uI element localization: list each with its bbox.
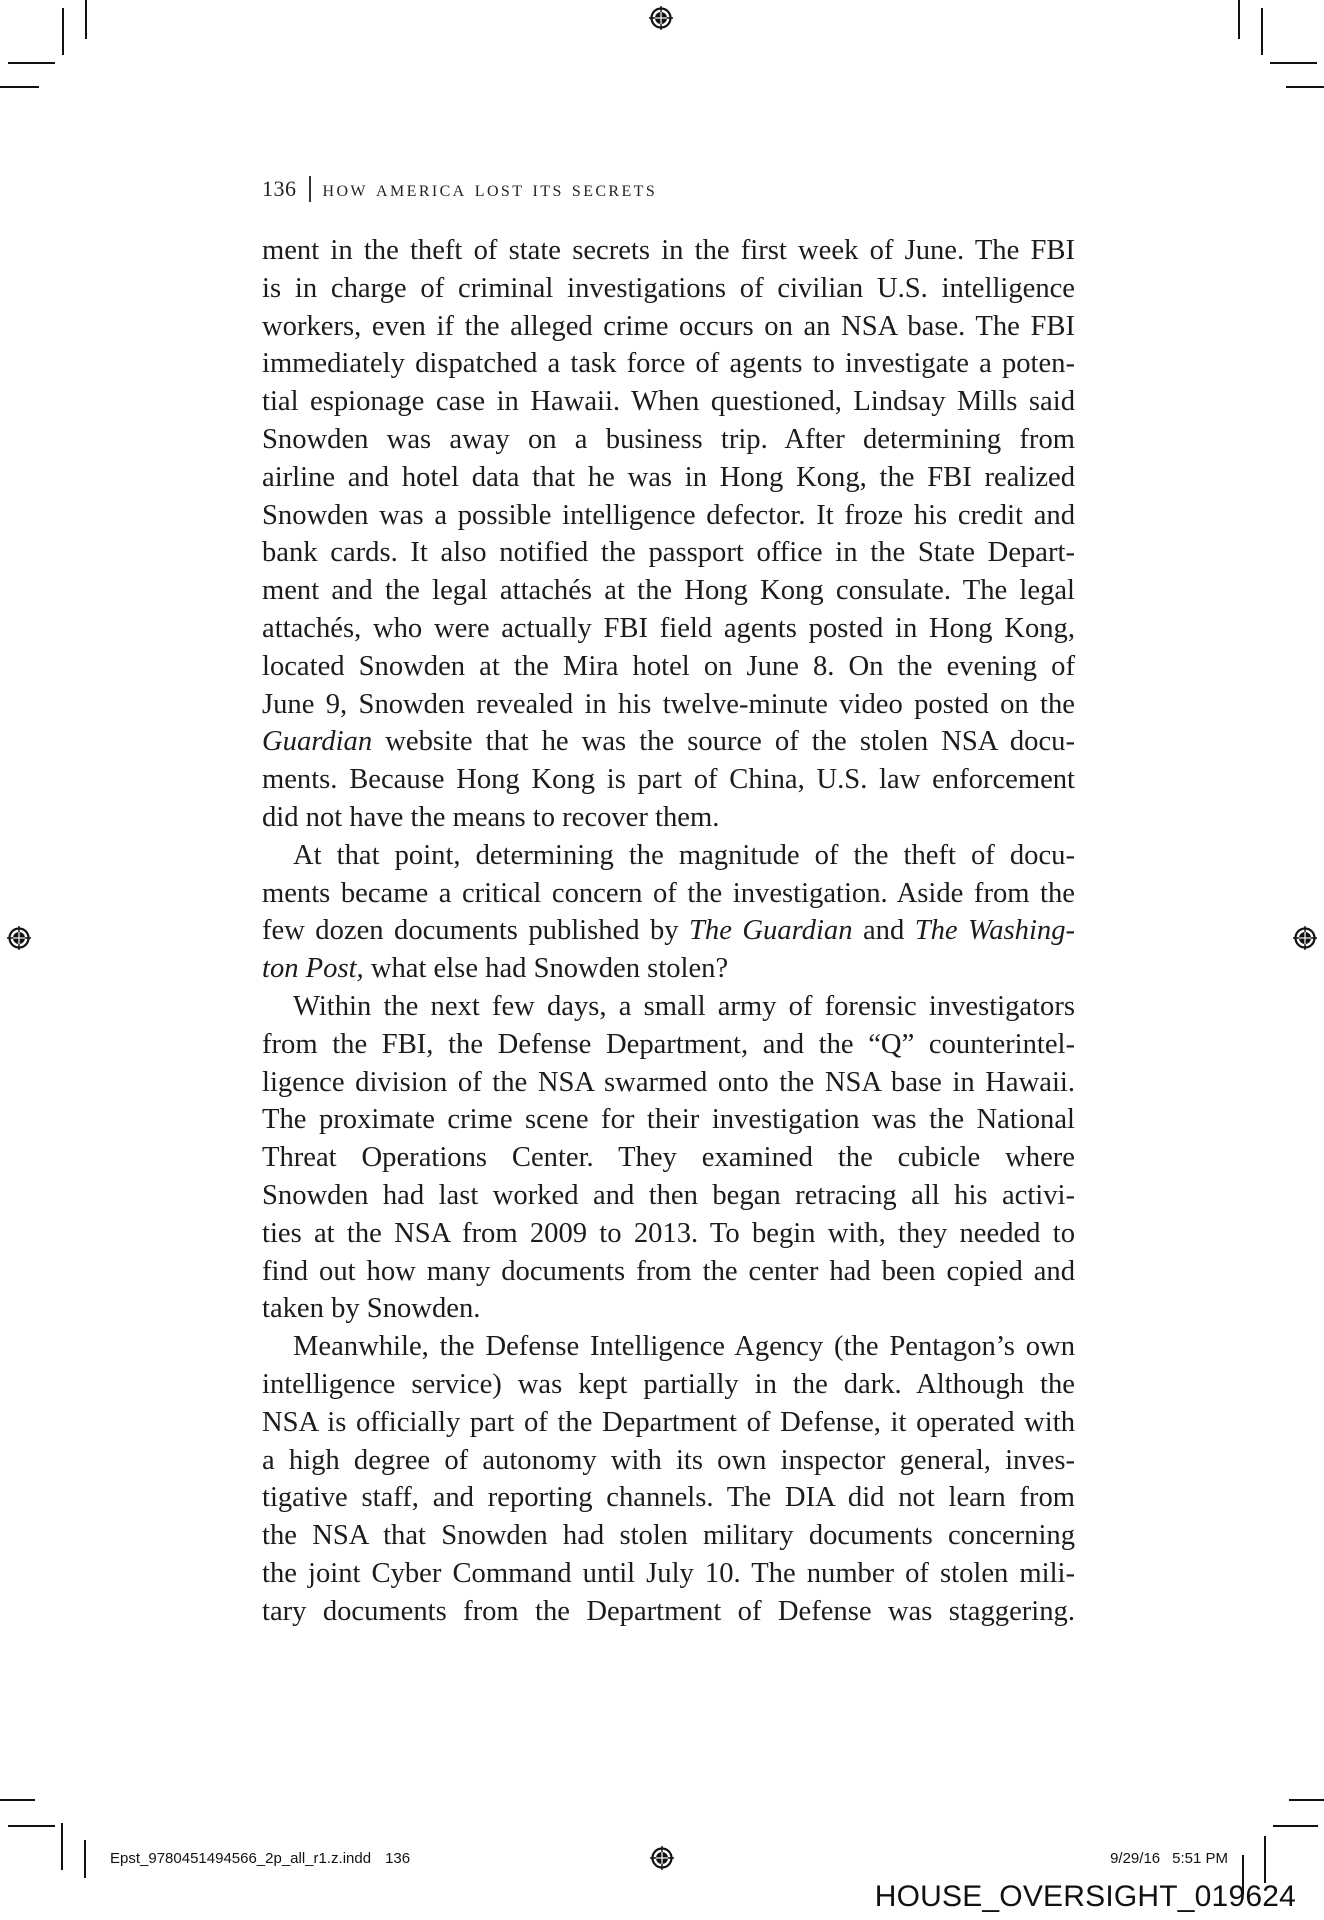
publication-title: ton Post,: [262, 953, 364, 985]
crop-mark-bottom-left-inner-horizontal: [8, 1825, 55, 1827]
text-line: immediately dispatched a task force of agents to investigate a poten-: [262, 348, 1075, 380]
text-line: Threat Operations Center. They examined the cubicle where: [262, 1142, 1075, 1174]
text-line: Snowden was away on a business trip. After determining from: [262, 423, 1075, 455]
text-line: attachés, who were actually FBI field agents posted in Hong Kong,: [262, 612, 1075, 644]
crop-mark-bottom-right-outer-horizontal: [1289, 1799, 1324, 1801]
crop-mark-top-left-inner-horizontal: [8, 62, 55, 64]
running-head: [262, 176, 657, 202]
text-line: tary documents from the Department of Defense was staggering.: [262, 1595, 1075, 1627]
text-line: tigative staff, and reporting channels. The DIA did not learn from: [262, 1482, 1075, 1514]
text-line: ties at the NSA from 2009 to 2013. To begin with, they needed to: [262, 1217, 1075, 1249]
text-line: June 9, Snowden revealed in his twelve-minute video posted on the: [262, 688, 1075, 720]
text-line: ment in the theft of state secrets in the first week of June. The FBI: [262, 235, 1075, 266]
crop-mark-top-right-inner-horizontal: [1270, 62, 1317, 64]
text-span: and: [852, 915, 915, 947]
registration-target-icon-left: [6, 925, 32, 951]
slug-date: 9/29/16: [1110, 1850, 1161, 1867]
text-line: a high degree of autonomy with its own inspector general, inves-: [262, 1444, 1075, 1476]
slug-page: 136: [385, 1850, 411, 1867]
crop-mark-top-left-inner-vertical: [62, 8, 64, 55]
text-line: workers, even if the alleged crime occurs on an NSA base. The FBI: [262, 310, 1075, 342]
registration-target-icon-bottom: [649, 1845, 675, 1871]
text-span: website that he was the source of the stolen NSA docu-: [372, 726, 1075, 758]
text-line: [262, 723, 1075, 761]
crop-mark-top-right-outer-horizontal: [1286, 86, 1324, 88]
text-line: NSA is officially part of the Department of Defense, it operated with: [262, 1406, 1075, 1438]
text-line: find out how many documents from the center had been copied and: [262, 1255, 1075, 1287]
text-line: from the FBI, the Defense Department, and the “Q” counterintel-: [262, 1028, 1075, 1060]
slug-time: 5:51 PM: [1172, 1850, 1228, 1867]
text-line: ments became a critical concern of the investigation. Aside from the: [262, 877, 1075, 909]
publication-title: Guardian: [262, 726, 373, 758]
text-line: ligence division of the NSA swarmed onto the NSA base in Hawaii.: [262, 1066, 1075, 1098]
slug-filename: Epst_9780451494566_2p_all_r1.z.indd: [110, 1850, 372, 1867]
text-line-paragraph-end: did not have the means to recover them.: [262, 801, 720, 833]
text-line: Snowden was a possible intelligence defector. It froze his credit and: [262, 499, 1075, 531]
text-line: located Snowden at the Mira hotel on June 8. On the evening of: [262, 650, 1075, 682]
printer-slug-file: [110, 1850, 410, 1867]
text-line: airline and hotel data that he was in Hong Kong, the FBI realized: [262, 461, 1075, 493]
crop-mark-bottom-right-inner-horizontal: [1273, 1825, 1318, 1827]
text-span: what else had Snowden stolen?: [363, 953, 729, 985]
text-line: Snowden had last worked and then began retracing all his activi-: [262, 1179, 1075, 1211]
text-line: ments. Because Hong Kong is part of China, U.S. law enforcement: [262, 764, 1075, 796]
text-span: few dozen documents published by: [262, 915, 690, 947]
publication-title: The Guardian: [689, 915, 853, 947]
registration-target-icon-top: [648, 5, 674, 31]
text-line: ment and the legal attachés at the Hong Kong consulate. The legal: [262, 575, 1075, 607]
text-line: intelligence service) was kept partially in the dark. Although the: [262, 1368, 1075, 1400]
text-line-paragraph-end: taken by Snowden.: [262, 1293, 481, 1325]
crop-mark-top-right-outer-vertical: [1238, 0, 1240, 39]
crop-mark-top-left-outer-horizontal: [0, 86, 39, 88]
crop-mark-top-right-inner-vertical: [1261, 8, 1263, 55]
text-line: [262, 912, 1075, 950]
crop-mark-bottom-left-inner-vertical: [61, 1823, 63, 1870]
text-line: the NSA that Snowden had stolen military documents concerning: [262, 1520, 1075, 1552]
header-separator: [309, 176, 311, 202]
text-line-paragraph-start: Meanwhile, the Defense Intelligence Agency (the Pentagon’s own: [293, 1331, 1075, 1363]
text-line: tial espionage case in Hawaii. When questioned, Lindsay Mills said: [262, 386, 1075, 418]
crop-mark-top-left-outer-vertical: [85, 0, 87, 39]
publication-title: The Washing-: [914, 915, 1076, 947]
body-text: [262, 232, 1075, 1630]
text-line: The proximate crime scene for their investigation was the National: [262, 1104, 1075, 1136]
text-line-paragraph-end: [262, 950, 1075, 988]
text-line-paragraph-start: Within the next few days, a small army of forensic investigators: [293, 990, 1075, 1022]
text-line: is in charge of criminal investigations of civilian U.S. intelligence: [262, 272, 1075, 304]
page-number: 136: [262, 176, 297, 201]
text-line-paragraph-start: At that point, determining the magnitude of the theft of docu-: [293, 839, 1075, 871]
text-line: the joint Cyber Command until July 10. The number of stolen mili-: [262, 1557, 1075, 1589]
text-line: bank cards. It also notified the passport office in the State Depart-: [262, 537, 1075, 569]
registration-target-icon-right: [1292, 925, 1318, 951]
crop-mark-bottom-left-outer-horizontal: [0, 1799, 35, 1801]
crop-mark-bottom-right-inner-vertical: [1264, 1836, 1266, 1883]
book-title: how america lost its secrets: [322, 176, 658, 201]
crop-mark-bottom-left-outer-vertical: [84, 1840, 86, 1878]
printer-slug-timestamp: [1110, 1850, 1228, 1867]
bates-number: HOUSE_OVERSIGHT_019624: [874, 1880, 1296, 1913]
